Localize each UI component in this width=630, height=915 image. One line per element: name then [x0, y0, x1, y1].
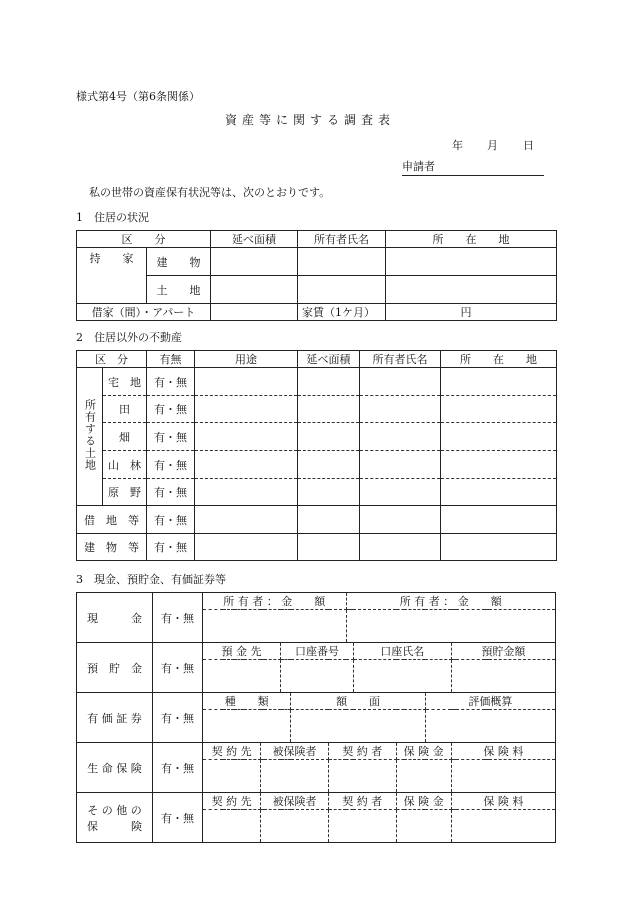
savings-bank[interactable]: [202, 660, 280, 693]
savings-header-account-no: 口座番号: [281, 643, 354, 660]
re-header-owner: 所有者氏名: [360, 351, 441, 368]
yesno-life-insurance[interactable]: 有・無: [153, 743, 203, 793]
date-year[interactable]: 年: [452, 139, 463, 152]
other-header-insurer: 契 約 先: [202, 793, 260, 810]
yesno-cash[interactable]: 有・無: [153, 593, 203, 643]
assets-table: [76, 592, 556, 843]
securities-type[interactable]: [202, 710, 290, 743]
yesno-residential[interactable]: 有・無: [147, 368, 195, 396]
other-insured[interactable]: [261, 810, 329, 843]
life-header-policyholder: 契 約 者: [328, 743, 396, 760]
other-insurer[interactable]: [202, 810, 260, 843]
savings-amount[interactable]: [451, 660, 555, 693]
location-paddy[interactable]: [441, 396, 557, 423]
yesno-leased-land[interactable]: 有・無: [147, 506, 195, 534]
life-insured[interactable]: [261, 760, 329, 793]
document-title: 資産等に関する調査表: [225, 113, 396, 127]
form-number: 様式第4号（第6条関係）: [76, 90, 200, 103]
owned-land-label: [77, 368, 103, 506]
own-house-label: 持 家: [77, 248, 147, 304]
cash-amount-1[interactable]: [202, 610, 346, 643]
other-insurance-label-line2: 保 険: [87, 819, 142, 833]
securities-estimate[interactable]: [425, 710, 555, 743]
building-floor-area[interactable]: [211, 248, 298, 276]
life-insurance-label: 生 命 保 険: [77, 743, 153, 793]
cash-label: 現 金: [77, 593, 153, 643]
yesno-field[interactable]: 有・無: [147, 423, 195, 451]
intro-text: 私の世帯の資産保有状況等は、次のとおりです。: [89, 186, 331, 199]
re-header-location: 所 在 地: [441, 351, 557, 368]
yesno-savings[interactable]: 有・無: [153, 643, 203, 693]
yesno-forest[interactable]: 有・無: [147, 451, 195, 479]
owned-land-text: 所有する土地: [83, 399, 97, 471]
securities-header-type: 種 類: [202, 693, 290, 710]
use-wasteland[interactable]: [195, 479, 298, 506]
life-header-benefit: 保 険 金: [396, 743, 451, 760]
header-location: 所 在 地: [386, 231, 557, 248]
rent-amount[interactable]: [386, 304, 557, 321]
owner-field[interactable]: [360, 423, 441, 451]
use-paddy[interactable]: [195, 396, 298, 423]
use-leased-land[interactable]: [195, 506, 298, 534]
savings-header-amount: 預貯金額: [451, 643, 555, 660]
leased-land-label: 借 地 等: [77, 506, 147, 534]
other-header-premium: 保 険 料: [451, 793, 555, 810]
savings-label: 預 貯 金: [77, 643, 153, 693]
header-category: 区 分: [77, 231, 211, 248]
use-residential[interactable]: [195, 368, 298, 396]
building-label: 建 物: [147, 248, 211, 276]
area-wasteland[interactable]: [298, 479, 360, 506]
life-header-insured: 被保険者: [261, 743, 329, 760]
re-header-floor-area: 延べ面積: [298, 351, 360, 368]
land-location[interactable]: [386, 276, 557, 304]
date-month[interactable]: 月: [487, 139, 498, 152]
re-header-category: 区 分: [77, 351, 147, 368]
life-premium[interactable]: [451, 760, 555, 793]
area-forest[interactable]: [298, 451, 360, 479]
location-field[interactable]: [441, 423, 557, 451]
location-forest[interactable]: [441, 451, 557, 479]
land-owner[interactable]: [298, 276, 386, 304]
use-field[interactable]: [195, 423, 298, 451]
yesno-wasteland[interactable]: 有・無: [147, 479, 195, 506]
area-residential[interactable]: [298, 368, 360, 396]
securities-header-face-value: 額 面: [291, 693, 425, 710]
rental-floor-area[interactable]: [211, 304, 298, 321]
securities-label: 有 価 証 券: [77, 693, 153, 743]
rental-label: 借家（間）・アパート: [77, 304, 211, 321]
rent-label: 家賃（1ケ月）: [298, 304, 386, 321]
location-buildings[interactable]: [441, 534, 557, 561]
cash-col1-header: 所 有 者 ： 金 額: [202, 593, 346, 610]
yesno-other-insurance[interactable]: 有・無: [153, 793, 203, 843]
header-owner-name: 所有者氏名: [298, 231, 386, 248]
other-header-policyholder: 契 約 者: [328, 793, 396, 810]
re-header-presence: 有無: [147, 351, 195, 368]
life-benefit[interactable]: [396, 760, 451, 793]
buildings-label: 建 物 等: [77, 534, 147, 561]
header-floor-area: 延べ面積: [211, 231, 298, 248]
other-insurance-label: [77, 793, 153, 843]
other-header-insured: 被保険者: [261, 793, 329, 810]
land-type-paddy: 田: [103, 396, 147, 423]
land-type-wasteland: 原 野: [103, 479, 147, 506]
cash-amount-2[interactable]: [346, 610, 555, 643]
land-type-field: 畑: [103, 423, 147, 451]
other-premium[interactable]: [451, 810, 555, 843]
savings-header-bank: 預 金 先: [202, 643, 280, 660]
savings-account-name[interactable]: [353, 660, 451, 693]
life-insurer[interactable]: [202, 760, 260, 793]
area-buildings[interactable]: [298, 534, 360, 561]
date-day[interactable]: 日: [523, 139, 534, 152]
location-leased-land[interactable]: [441, 506, 557, 534]
life-header-insurer: 契 約 先: [202, 743, 260, 760]
life-policyholder[interactable]: [328, 760, 396, 793]
area-paddy[interactable]: [298, 396, 360, 423]
owner-wasteland[interactable]: [360, 479, 441, 506]
securities-face-value[interactable]: [291, 710, 425, 743]
savings-header-account-name: 口座氏名: [353, 643, 451, 660]
other-benefit[interactable]: [396, 810, 451, 843]
applicant-label: 申請者: [402, 158, 544, 176]
section2-heading: 2 住居以外の不動産: [76, 331, 182, 344]
owner-buildings[interactable]: [360, 534, 441, 561]
area-leased-land[interactable]: [298, 506, 360, 534]
land-type-forest: 山 林: [103, 451, 147, 479]
yesno-buildings[interactable]: 有・無: [147, 534, 195, 561]
section1-heading: 1 住居の状況: [76, 211, 149, 224]
section3-heading: 3 現金、預貯金、有価証券等: [76, 573, 226, 586]
yesno-securities[interactable]: 有・無: [153, 693, 203, 743]
location-wasteland[interactable]: [441, 479, 557, 506]
location-residential[interactable]: [441, 368, 557, 396]
land-label: 土 地: [147, 276, 211, 304]
applicant-field[interactable]: [402, 158, 544, 176]
land-type-residential: 宅 地: [103, 368, 147, 396]
other-policyholder[interactable]: [328, 810, 396, 843]
yen-label: 円: [460, 306, 472, 319]
use-buildings[interactable]: [195, 534, 298, 561]
land-floor-area[interactable]: [211, 276, 298, 304]
savings-account-no[interactable]: [281, 660, 354, 693]
owner-paddy[interactable]: [360, 396, 441, 423]
owner-residential[interactable]: [360, 368, 441, 396]
building-location[interactable]: [386, 248, 557, 276]
other-header-benefit: 保 険 金: [396, 793, 451, 810]
area-field[interactable]: [298, 423, 360, 451]
real-estate-table: [76, 350, 557, 561]
yesno-paddy[interactable]: 有・無: [147, 396, 195, 423]
other-insurance-label-line1: そ の 他 の: [87, 803, 142, 817]
life-header-premium: 保 険 料: [451, 743, 555, 760]
residence-table: [76, 230, 557, 321]
owner-leased-land[interactable]: [360, 506, 441, 534]
owner-forest[interactable]: [360, 451, 441, 479]
use-forest[interactable]: [195, 451, 298, 479]
re-header-use: 用途: [195, 351, 298, 368]
securities-header-estimate: 評価概算: [425, 693, 555, 710]
cash-col2-header: 所 有 者 ： 金 額: [346, 593, 555, 610]
building-owner[interactable]: [298, 248, 386, 276]
